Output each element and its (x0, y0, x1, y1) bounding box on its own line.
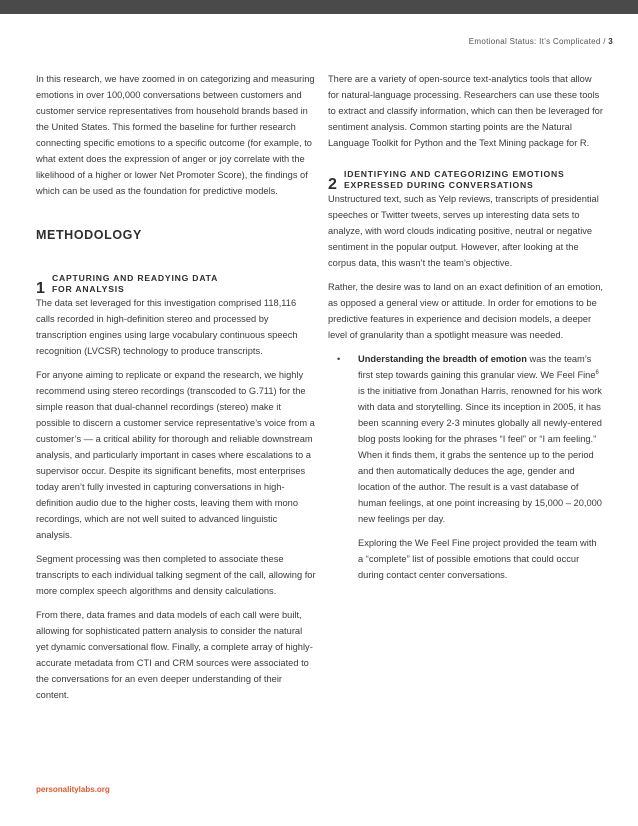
methodology-heading: METHODOLOGY (36, 228, 142, 242)
paragraph-dataset: The data set leveraged for this investigation comprised 118,116 calls recorded in high-definition stereo and processed by transcription engines using large vocabulary continuous speech recognition (LVCSR) technology to produce transcripts. (36, 298, 298, 356)
top-bar (0, 0, 638, 14)
left-column (36, 71, 316, 711)
page-number: 3 (608, 37, 613, 46)
bullet-item (328, 351, 604, 583)
paragraph-stereo: For anyone aiming to replicate or expand the research, we highly recommend using stereo recordings (transcoded to G.711) for the simple reason that dual-channel recordings (stereo) make it possible to discern a customer service representative’s voice from a customer’s — a critical ability for thorough and reliable downstream analysis, and particularly important in cases where escalations to a supervisor occur. Despite its significant benefits, most enterprises today aren’t fully invested in capturing conversations in high-definition audio due to the higher costs, leaving them with mono recordings, which are not well suited to advanced linguistic analysis. (36, 370, 315, 540)
bullet-paragraph (358, 351, 604, 527)
page-header (469, 37, 613, 46)
bullet-bold-lead: Understanding the breadth of emotion (358, 354, 527, 364)
footer-site-link[interactable]: personalitylabs.org (36, 785, 110, 794)
bullet-text-a: was the team’s first step towards gaining this granular view. We Feel Fine (358, 354, 596, 380)
paragraph-tools: There are a variety of open-source text-analytics tools that allow for natural-language processing. Researchers can use these tools to extract and classify information, which can then be leveraged for sentiment analysis. Common starting points are the Natural Language Toolkit for Python and the Text Mining package for R. (328, 74, 603, 148)
section-1-number: 1 (36, 280, 45, 297)
bullet-paragraph-2: Exploring the We Feel Fine project provided the team with a “complete” list of possible emotions that could occur during contact center conversations. (358, 538, 597, 580)
paragraph-unstructured: Unstructured text, such as Yelp reviews, transcripts of presidential speeches or Twitter tweets, serves up interesting data sets to analyze, with word clouds indicating positive, neutral or negative sentiment in the popular output. However, after looking at the corpus data, this wasn’t the team’s objective. (328, 194, 599, 268)
section-1-heading (36, 273, 316, 295)
paragraph-dataframes: From there, data frames and data models of each call were built, allowing for sophisticated pattern analysis to consider the natural yet dynamic conversational flow. Finally, a complete array of highly-accurate metadata from CTI and CRM sources were associated to the conversations for an even deeper understanding of their content. (36, 610, 313, 700)
section-1-title-line-1: CAPTURING AND READYING DATA (52, 273, 219, 283)
bullet-text-b: is the initiative from Jonathan Harris, renowned for his work with data and storytelling. Since its inception in 2005, it has been scanning every 2-3 minutes globally all newly-entered blog posts looking for the phrases “I feel” or “I am feeling.” When it finds them, it grabs the sentence up to the period and then automatically deduces the age, gender and location of the author. The result is a vast database of human feelings, at one point increasing by 15,000 – 20,000 new feelings per day. (358, 386, 602, 524)
section-1-title-line-2: FOR ANALYSIS (52, 284, 125, 294)
bullet-dot: • (337, 354, 341, 364)
header-title: Emotional Status: It’s Complicated / (468, 37, 606, 46)
footnote-ref: 6 (595, 369, 599, 376)
paragraph-segment: Segment processing was then completed to associate these transcripts to each individual talking segment of the call, allowing for more complex speech algorithms and density calculations. (36, 554, 316, 596)
right-column (328, 71, 604, 591)
intro-paragraph: In this research, we have zoomed in on categorizing and measuring emotions in over 100,000 conversations between customers and customer service representatives from household brands based in the United States. This formed the baseline for further research connecting specific emotions to a specific outcome (for example, to what extent does the expression of anger or joy correlate with the likelihood of a higher or lower Net Promoter Score), the findings of which can be used as the foundation for predictive models. (36, 74, 315, 196)
section-2-number: 2 (328, 176, 337, 193)
section-2-heading (328, 169, 604, 191)
paragraph-definition: Rather, the desire was to land on an exact definition of an emotion, as opposed a general view or attitude. In order for emotions to be predictive features in experience and decision models, a deeper level of granularity than a spotlight measure was needed. (328, 282, 603, 340)
section-2-title-line-1: IDENTIFYING AND CATEGORIZING EMOTIONS (344, 169, 565, 179)
section-2-title-line-2: EXPRESSED DURING CONVERSATIONS (344, 180, 534, 190)
